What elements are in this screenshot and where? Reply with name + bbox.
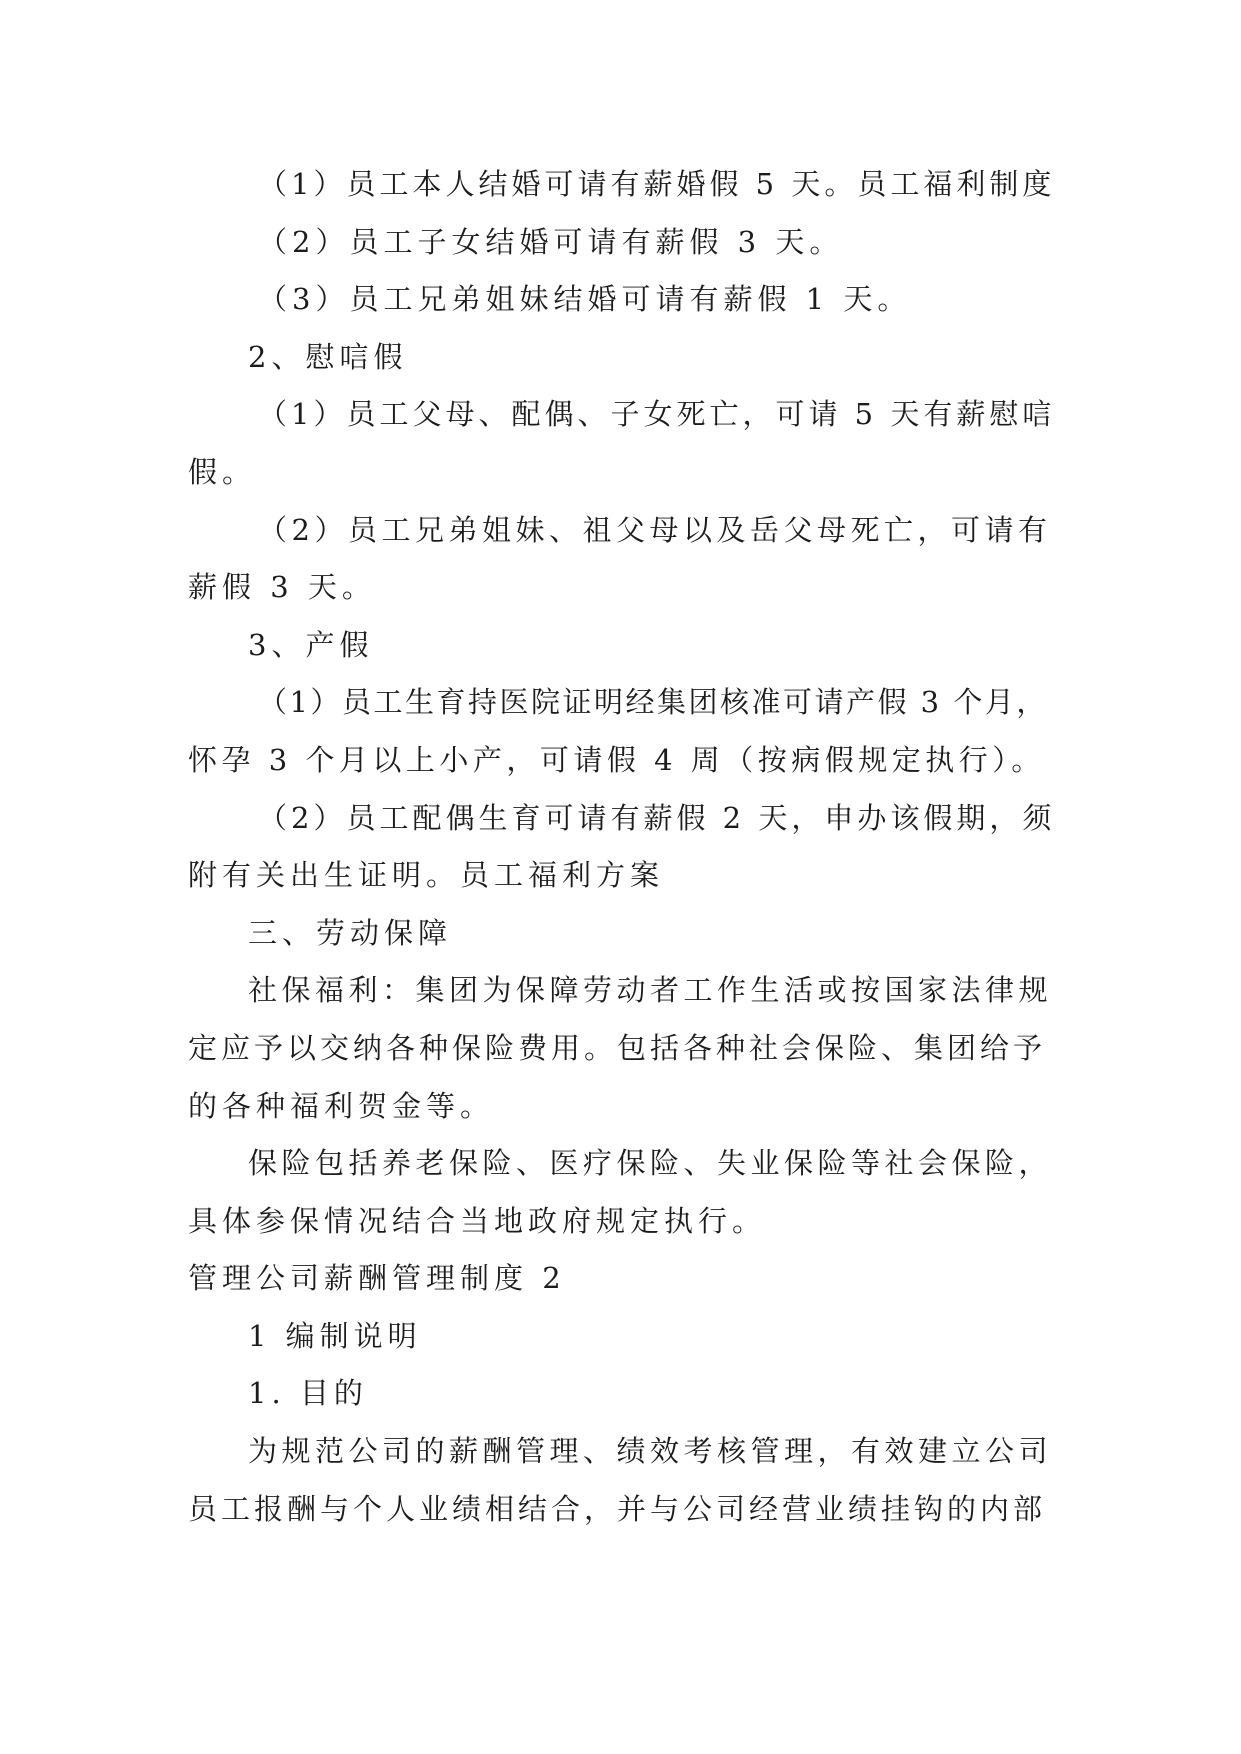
section-heading: 2、慰唁假 bbox=[248, 339, 408, 374]
paragraph-line: （1）员工父母、配偶、子女死亡，可请 5 天有薪慰唁 bbox=[258, 397, 1056, 432]
paragraph-line: （2）员工兄弟姐妹、祖父母以及岳父母死亡，可请有 bbox=[258, 512, 1052, 547]
paragraph-line: 假。 bbox=[188, 454, 257, 489]
paragraph-line: 为规范公司的薪酬管理、绩效考核管理，有效建立公司 bbox=[248, 1434, 1053, 1469]
paragraph-line: 定应予以交纳各种保险费用。包括各种社会保险、集团给予 bbox=[188, 1030, 1047, 1065]
paragraph-line: 薪假 3 天。 bbox=[188, 570, 376, 605]
section-heading: 三、劳动保障 bbox=[248, 915, 453, 950]
paragraph-line: （2）员工子女结婚可请有薪假 3 天。 bbox=[258, 224, 844, 259]
section-heading: 3、产假 bbox=[248, 627, 374, 662]
paragraph-line: （1）员工生育持医院证明经集团核准可请产假 3 个月， bbox=[258, 685, 1048, 720]
paragraph-line: （3）员工兄弟姐妹结婚可请有薪假 1 天。 bbox=[258, 282, 912, 317]
document-body bbox=[188, 156, 1058, 1538]
section-heading: 1. 目的 bbox=[248, 1376, 368, 1411]
document-title: 管理公司薪酬管理制度 2 bbox=[188, 1261, 566, 1296]
paragraph-line: （1）员工本人结婚可请有薪婚假 5 天。员工福利制度 bbox=[258, 167, 1056, 201]
paragraph-line: 具体参保情况结合当地政府规定执行。 bbox=[188, 1203, 767, 1238]
paragraph-line: 保险包括养老保险、医疗保险、失业保险等社会保险， bbox=[248, 1146, 1053, 1181]
paragraph-line: 的各种福利贺金等。 bbox=[188, 1088, 495, 1123]
paragraph-line: （2）员工配偶生育可请有薪假 2 天，申办该假期，须 bbox=[258, 800, 1056, 835]
paragraph-line: 社保福利：集团为保障劳动者工作生活或按国家法律规 bbox=[248, 973, 1053, 1008]
paragraph-line: 附有关出生证明。员工福利方案 bbox=[188, 858, 665, 893]
paragraph-line: 怀孕 3 个月以上小产，可请假 4 周（按病假规定执行）。 bbox=[188, 742, 1045, 777]
paragraph-line: 员工报酬与个人业绩相结合，并与公司经营业绩挂钩的内部 bbox=[188, 1491, 1047, 1526]
section-heading: 1 编制说明 bbox=[248, 1318, 422, 1353]
